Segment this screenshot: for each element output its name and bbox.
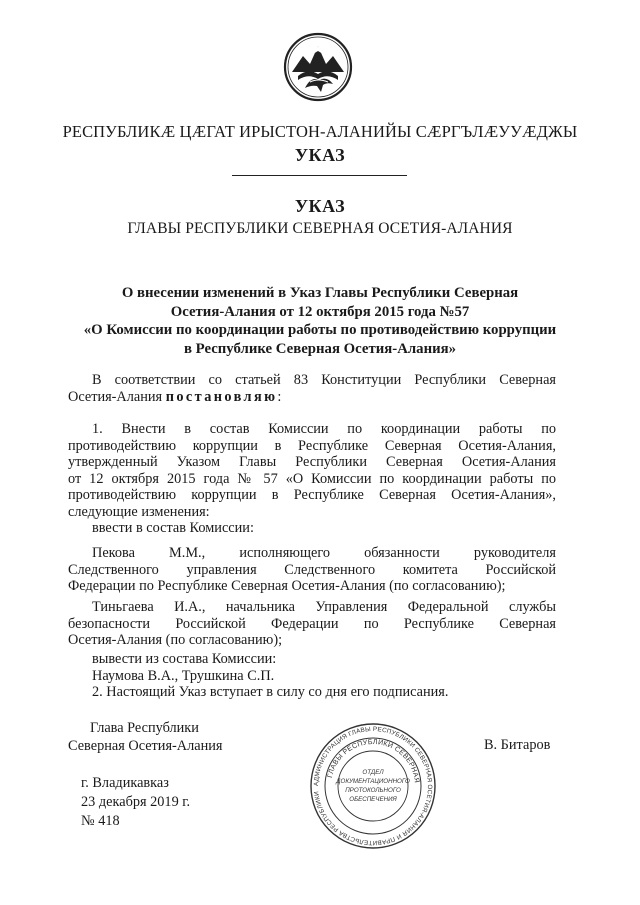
member-line: Тиньгаева И.А., начальника Управления Федеральной службы bbox=[92, 599, 556, 615]
item-line: утвержденный Указом Главы Республики Северная Осетия-Алания bbox=[68, 454, 556, 470]
official-stamp bbox=[308, 722, 438, 850]
add-members-intro: ввести в состав Комиссии: bbox=[92, 520, 254, 536]
stamp-inner-text: ГЛАВЫ РЕСПУБЛИКИ СЕВЕРНАЯ bbox=[326, 738, 420, 784]
subject-line: Осетия-Алания от 12 октября 2015 года №57 bbox=[170, 303, 470, 320]
member-line: безопасности Российской Федерации по Республике Северная bbox=[68, 615, 556, 632]
decree-subject bbox=[0, 284, 640, 358]
position-line: Северная Осетия-Алания bbox=[68, 738, 223, 754]
title-divider bbox=[232, 175, 407, 176]
preamble-prefix: Осетия-Алания bbox=[68, 388, 166, 405]
member-line: Осетия-Алания (по согласованию); bbox=[68, 632, 283, 648]
decree-date: 23 декабря 2019 г. bbox=[81, 794, 191, 810]
item-line: противодействию коррупции в Республике Северная Осетия-Алания, bbox=[68, 437, 556, 454]
osset-title: РЕСПУБЛИКӔ ЦӔГАТ ИРЫСТОН-АЛАНИЙЫ СӔРГЪЛӔУУӔДЖЫ bbox=[62, 122, 578, 141]
member-line: Федерации по Республике Северная Осетия-Алания (по согласованию); bbox=[68, 578, 506, 594]
subject-line: О внесении изменений в Указ Главы Республики Северная bbox=[121, 285, 519, 301]
head-title: ГЛАВЫ РЕСПУБЛИКИ СЕВЕРНАЯ ОСЕТИЯ-АЛАНИЯ bbox=[127, 220, 513, 237]
removed-names: Наумова В.А., Трушкина С.П. bbox=[92, 667, 275, 684]
preamble-line: В соответствии со статьей 83 Конституции Республики Северная bbox=[92, 372, 556, 388]
signatory-name: В. Битаров bbox=[484, 737, 551, 753]
item-line: 1. Внести в состав Комиссии по координации работы по bbox=[92, 421, 556, 437]
decree-number: № 418 bbox=[81, 813, 120, 829]
preamble bbox=[68, 372, 556, 405]
member-line: Следственного управления Следственного комитета Российской bbox=[68, 561, 556, 578]
decree-title: УКАЗ bbox=[294, 196, 346, 216]
item-2: 2. Настоящий Указ вступает в силу со дня его подписания. bbox=[92, 684, 449, 700]
subject-line: «О Комиссии по координации работы по противодействию коррупции bbox=[83, 322, 557, 338]
stamp-center-line: ПРОТОКОЛЬНОГО bbox=[345, 787, 401, 794]
item-line: от 12 октября 2015 года № 57 «О Комиссии по координации работы по bbox=[68, 470, 556, 487]
svg-text:ГЛАВЫ РЕСПУБЛИКИ СЕВЕРНАЯ bbox=[327, 739, 420, 784]
item-1 bbox=[68, 421, 556, 537]
preamble-resolve: постановляю bbox=[165, 388, 278, 405]
item-line: противодействию коррупции в Республике Северная Осетия-Алания», bbox=[68, 487, 556, 503]
stamp-ring-text: АДМИНИСТРАЦИЯ ГЛАВЫ РЕСПУБЛИКИ СЕВЕРНАЯ ОСЕТИЯ-АЛАНИЯ И ПРАВИТЕЛЬСТВА РЕСПУБЛИКИ bbox=[312, 725, 434, 847]
decree-title-osset: УКАЗ bbox=[294, 145, 346, 165]
coat-of-arms-icon bbox=[283, 32, 353, 102]
stamp-center-line: ДОКУМЕНТАЦИОННОГО bbox=[336, 778, 410, 785]
item-line: следующие изменения: bbox=[68, 503, 210, 520]
stamp-center-line: ОТДЕЛ bbox=[362, 769, 384, 776]
place-date-number bbox=[81, 774, 190, 831]
stamp-center-line: ОБЕСПЕЧЕНИЯ bbox=[349, 796, 397, 803]
member-tingaev bbox=[68, 599, 556, 649]
member-line: Пекова М.М., исполняющего обязанности руководителя bbox=[92, 545, 556, 561]
position-line: Глава Республики bbox=[90, 720, 199, 736]
subject-line: в Республике Северная Осетия-Алания» bbox=[183, 340, 457, 357]
preamble-line bbox=[68, 389, 556, 406]
signature-position bbox=[68, 719, 222, 755]
member-pekov bbox=[68, 545, 556, 595]
remove-members bbox=[68, 651, 556, 701]
preamble-suffix: : bbox=[277, 388, 282, 405]
city: г. Владикавказ bbox=[81, 775, 169, 791]
remove-intro: вывести из состава Комиссии: bbox=[92, 651, 277, 667]
